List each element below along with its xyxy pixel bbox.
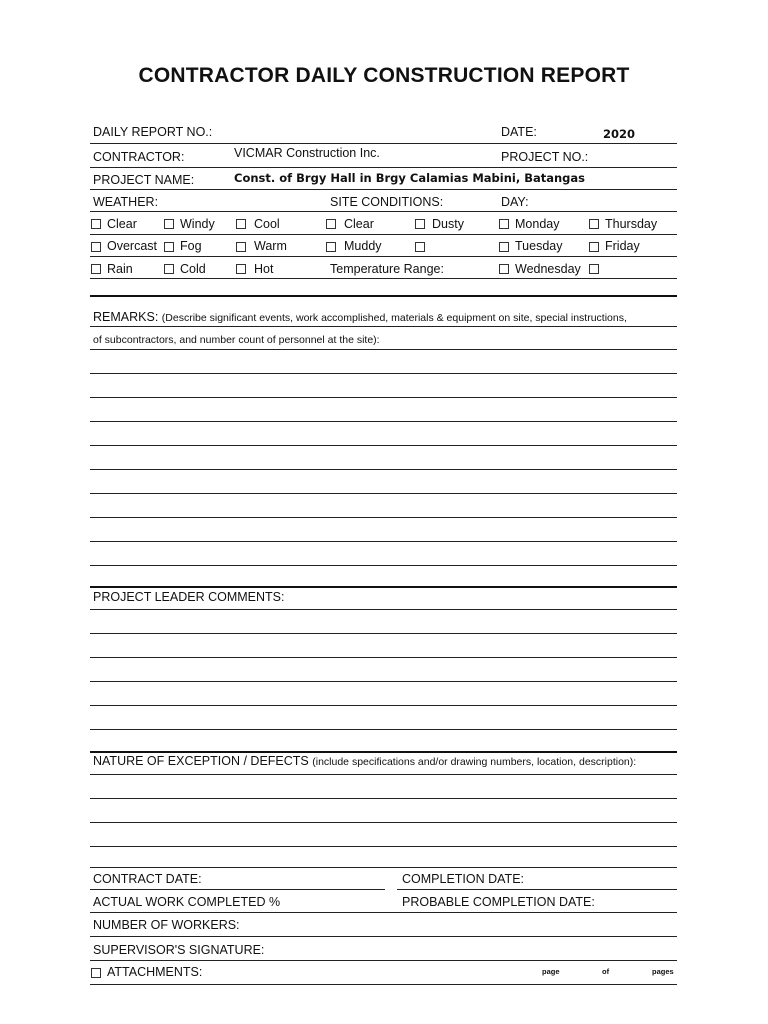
- checkbox-weather-cool[interactable]: [236, 219, 246, 229]
- row-divider: [90, 774, 677, 775]
- actual-work-completed-label: ACTUAL WORK COMPLETED %: [93, 895, 281, 909]
- checkbox-day-other[interactable]: [589, 264, 599, 274]
- day-label: DAY:: [501, 195, 529, 209]
- number-of-workers-label: NUMBER OF WORKERS:: [93, 918, 240, 932]
- date-value[interactable]: 2020: [603, 127, 636, 141]
- checkbox-label: Clear: [107, 217, 137, 231]
- temperature-range-label: Temperature Range:: [330, 262, 444, 276]
- checkbox-label: Warm: [254, 239, 287, 253]
- checkbox-label: Dusty: [432, 217, 464, 231]
- project-no-label: PROJECT NO.:: [501, 150, 589, 164]
- checkbox-label: Windy: [180, 217, 215, 231]
- row-divider: [90, 278, 677, 279]
- attachments-label: ATTACHMENTS:: [107, 965, 203, 979]
- exceptions-heading: NATURE OF EXCEPTION / DEFECTS: [93, 754, 309, 768]
- comments-line[interactable]: [90, 657, 677, 658]
- row-divider: [90, 889, 385, 890]
- checkbox-site-other[interactable]: [415, 242, 425, 252]
- exceptions-line[interactable]: [90, 798, 677, 799]
- section-divider: [90, 295, 677, 297]
- checkbox-label: Overcast: [107, 239, 158, 253]
- row-divider: [90, 960, 677, 961]
- comments-line[interactable]: [90, 633, 677, 634]
- checkbox-weather-clear[interactable]: [91, 219, 101, 229]
- row-divider: [90, 912, 677, 913]
- contractor-value[interactable]: VICMAR Construction Inc.: [234, 146, 380, 160]
- checkbox-day-wednesday[interactable]: [499, 264, 509, 274]
- checkbox-day-friday[interactable]: [589, 242, 599, 252]
- remarks-line[interactable]: [90, 493, 677, 494]
- remarks-line[interactable]: [90, 565, 677, 566]
- exceptions-line[interactable]: [90, 867, 677, 868]
- daily-report-no-label: DAILY REPORT NO.:: [93, 125, 213, 139]
- remarks-line[interactable]: [90, 517, 677, 518]
- checkbox-weather-warm[interactable]: [236, 242, 246, 252]
- exceptions-instruction: (include specifications and/or drawing numbers, location, description):: [312, 756, 637, 768]
- remarks-line[interactable]: [90, 541, 677, 542]
- of-label: of: [602, 967, 610, 976]
- checkbox-weather-hot[interactable]: [236, 264, 246, 274]
- row-divider: [90, 256, 677, 257]
- project-name-label: PROJECT NAME:: [93, 173, 195, 187]
- row-divider: [90, 143, 677, 144]
- row-divider: [90, 211, 677, 212]
- remarks-instruction: (Describe significant events, work accomplished, materials & equipment on site, special instructions,: [161, 312, 627, 324]
- date-label: DATE:: [501, 125, 537, 139]
- row-divider: [90, 936, 677, 937]
- checkbox-weather-overcast[interactable]: [91, 242, 101, 252]
- checkbox-weather-cold[interactable]: [164, 264, 174, 274]
- exceptions-line[interactable]: [90, 846, 677, 847]
- checkbox-site-dusty[interactable]: [415, 219, 425, 229]
- supervisor-signature-label: SUPERVISOR'S SIGNATURE:: [93, 943, 265, 957]
- checkbox-label: Rain: [107, 262, 133, 276]
- exceptions-label: [93, 754, 636, 769]
- comments-line[interactable]: [90, 705, 677, 706]
- remarks-heading: REMARKS:: [93, 310, 159, 324]
- checkbox-site-muddy[interactable]: [326, 242, 336, 252]
- checkbox-label: Tuesday: [515, 239, 563, 253]
- probable-completion-date-label: PROBABLE COMPLETION DATE:: [402, 895, 595, 909]
- checkbox-site-clear[interactable]: [326, 219, 336, 229]
- exceptions-line[interactable]: [90, 822, 677, 823]
- weather-label: WEATHER:: [93, 195, 159, 209]
- checkbox-day-thursday[interactable]: [589, 219, 599, 229]
- checkbox-label: Cool: [254, 217, 280, 231]
- comments-line[interactable]: [90, 729, 677, 730]
- row-divider: [90, 609, 677, 610]
- checkbox-attachments[interactable]: [91, 968, 101, 978]
- page-label: page: [542, 967, 560, 976]
- checkbox-weather-fog[interactable]: [164, 242, 174, 252]
- row-divider: [90, 167, 677, 168]
- row-divider: [90, 349, 677, 350]
- row-divider: [397, 889, 677, 890]
- remarks-line[interactable]: [90, 469, 677, 470]
- site-conditions-label: SITE CONDITIONS:: [330, 195, 444, 209]
- remarks-instruction-continued: of subcontractors, and number count of personnel at the site):: [93, 334, 380, 346]
- checkbox-label: Monday: [515, 217, 560, 231]
- checkbox-day-monday[interactable]: [499, 219, 509, 229]
- section-divider: [90, 751, 677, 753]
- remarks-line[interactable]: [90, 421, 677, 422]
- checkbox-label: Clear: [344, 217, 374, 231]
- contract-date-label: CONTRACT DATE:: [93, 872, 202, 886]
- row-divider: [90, 326, 677, 327]
- checkbox-label: Fog: [180, 239, 202, 253]
- checkbox-label: Cold: [180, 262, 206, 276]
- row-divider: [90, 189, 677, 190]
- checkbox-label: Hot: [254, 262, 274, 276]
- remarks-line[interactable]: [90, 445, 677, 446]
- checkbox-label: Friday: [605, 239, 640, 253]
- comments-line[interactable]: [90, 681, 677, 682]
- remarks-line[interactable]: [90, 397, 677, 398]
- checkbox-day-tuesday[interactable]: [499, 242, 509, 252]
- pages-label: pages: [652, 967, 674, 976]
- checkbox-weather-windy[interactable]: [164, 219, 174, 229]
- checkbox-label: Thursday: [605, 217, 658, 231]
- remarks-label: [93, 310, 627, 325]
- row-divider: [90, 984, 677, 985]
- checkbox-weather-rain[interactable]: [91, 264, 101, 274]
- contractor-label: CONTRACTOR:: [93, 150, 185, 164]
- completion-date-label: COMPLETION DATE:: [402, 872, 525, 886]
- project-name-value[interactable]: Const. of Brgy Hall in Brgy Calamias Mabini, Batangas: [234, 171, 586, 185]
- checkbox-label: Wednesday: [515, 262, 581, 276]
- section-divider: [90, 586, 677, 588]
- remarks-line[interactable]: [90, 373, 677, 374]
- row-divider: [90, 234, 677, 235]
- project-leader-comments-label: PROJECT LEADER COMMENTS:: [93, 590, 285, 604]
- checkbox-label: Muddy: [344, 239, 382, 253]
- report-title: CONTRACTOR DAILY CONSTRUCTION REPORT: [138, 64, 630, 87]
